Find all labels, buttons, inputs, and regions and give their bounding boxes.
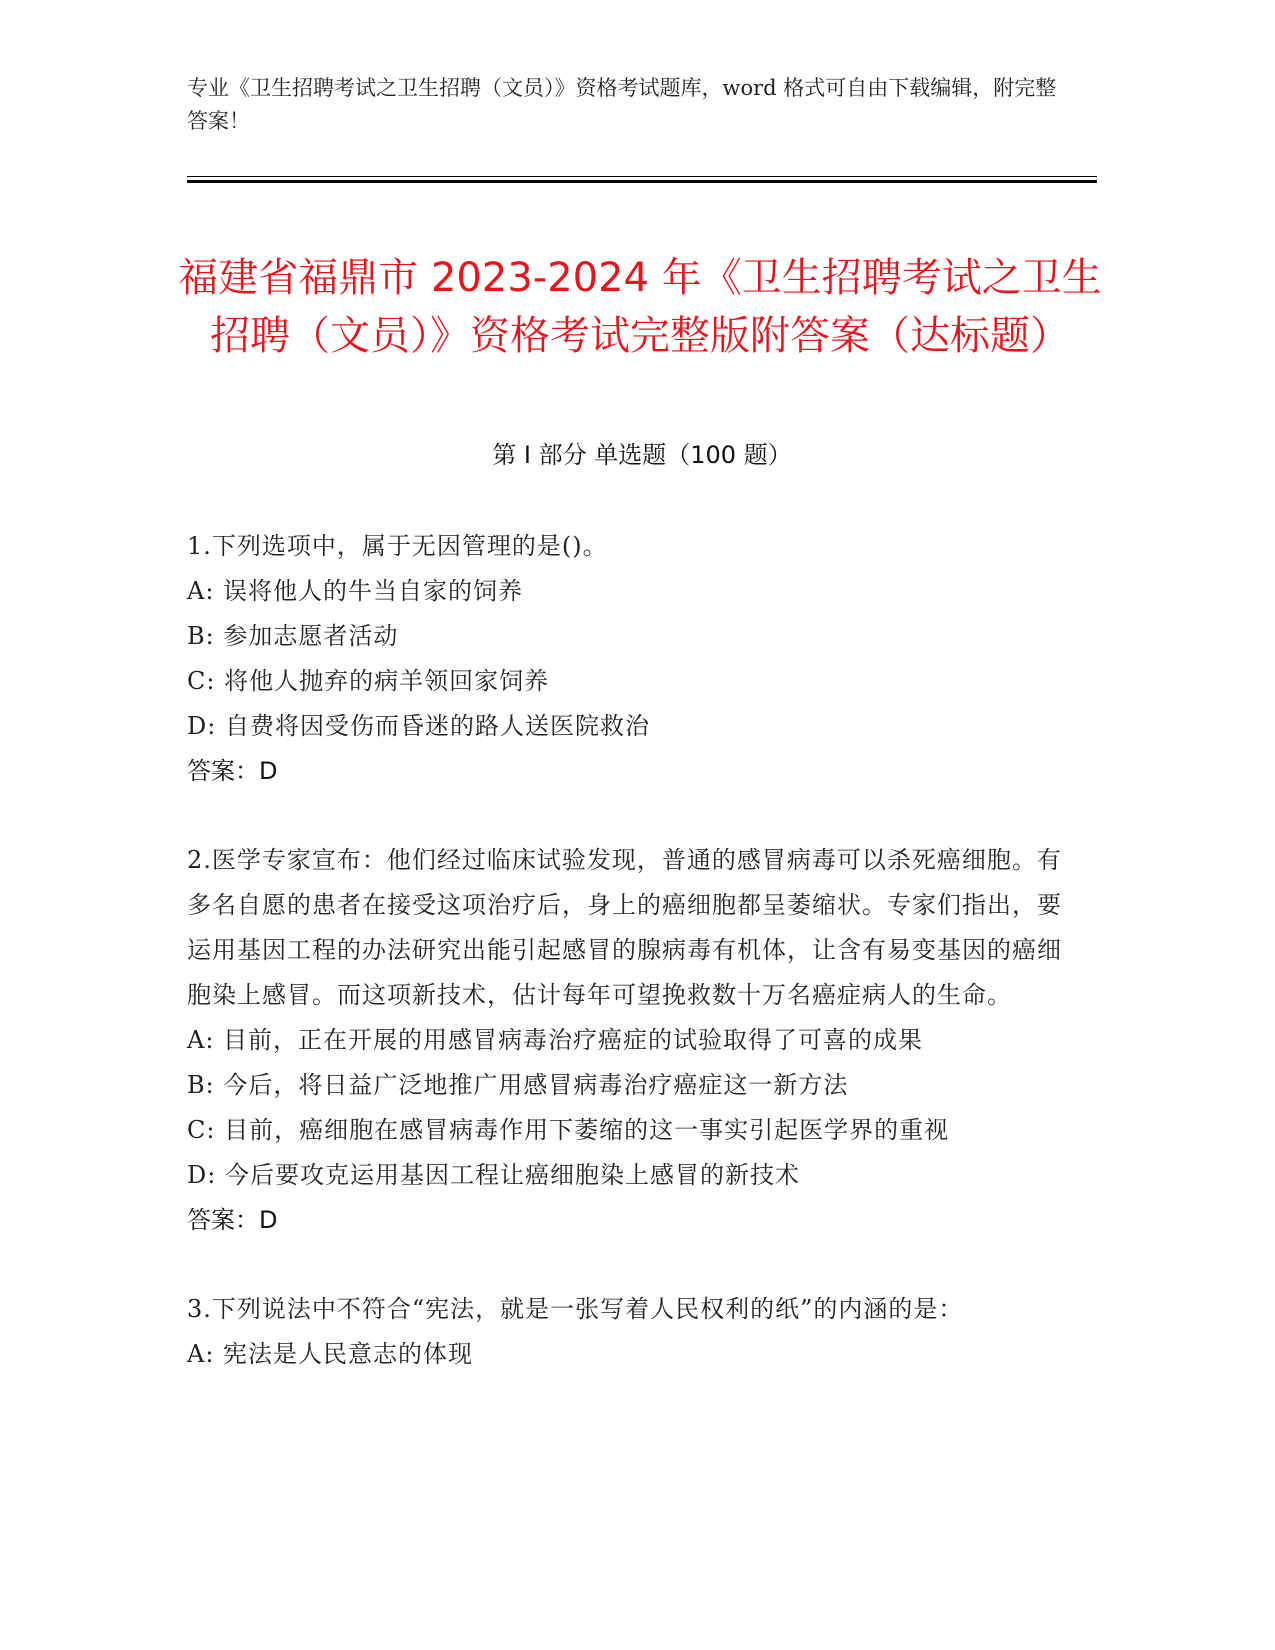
option-a: A: 误将他人的牛当自家的饲养 xyxy=(187,577,524,605)
option-d: D: 今后要攻克运用基因工程让癌细胞染上感冒的新技术 xyxy=(187,1161,800,1189)
option-a: A: 目前，正在开展的用感冒病毒治疗癌症的试验取得了可喜的成果 xyxy=(187,1026,924,1054)
question-1 xyxy=(187,524,1067,794)
question-stem: 2.医学专家宣布：他们经过临床试验发现，普通的感冒病毒可以杀死癌细胞。有多名自愿的患者在接受这项治疗后，身上的癌细胞都呈萎缩状。专家们指出，要运用基因工程的办法研究出能引起感冒的腺病毒有机体，让含有易变基因的癌细胞染上感冒。而这项新技术，估计每年可望挽救数十万名癌症病人的生命。 xyxy=(187,846,1062,1009)
answer: 答案：D xyxy=(187,757,278,785)
header-note: 专业《卫生招聘考试之卫生招聘（文员）》资格考试题库，word 格式可自由下载编辑，附完整答案！ xyxy=(187,76,1057,133)
question-2 xyxy=(187,838,1067,1243)
header-divider-thin xyxy=(187,176,1097,177)
document-title: 福建省福鼎市 2023-2024 年《卫生招聘考试之卫生招聘（文员）》资格考试完整版附答案（达标题） xyxy=(178,254,1102,359)
question-stem: 1.下列选项中，属于无因管理的是()。 xyxy=(187,532,608,560)
option-b: B: 今后，将日益广泛地推广用感冒病毒治疗癌症这一新方法 xyxy=(187,1071,849,1099)
option-c: C: 将他人抛弃的病羊领回家饲养 xyxy=(187,667,550,695)
answer: 答案：D xyxy=(187,1206,278,1234)
option-a: A: 宪法是人民意志的体现 xyxy=(187,1340,474,1368)
section-heading: 第 I 部分 单选题（100 题） xyxy=(492,441,792,469)
option-b: B: 参加志愿者活动 xyxy=(187,622,399,650)
option-c: C: 目前，癌细胞在感冒病毒作用下萎缩的这一事实引起医学界的重视 xyxy=(187,1116,950,1144)
header-divider-thick xyxy=(187,180,1097,183)
question-3 xyxy=(187,1287,1067,1377)
question-stem: 3.下列说法中不符合“宪法，就是一张写着人民权利的纸”的内涵的是： xyxy=(187,1295,964,1323)
option-d: D: 自费将因受伤而昏迷的路人送医院救治 xyxy=(187,712,650,740)
question-list xyxy=(187,524,1067,1421)
